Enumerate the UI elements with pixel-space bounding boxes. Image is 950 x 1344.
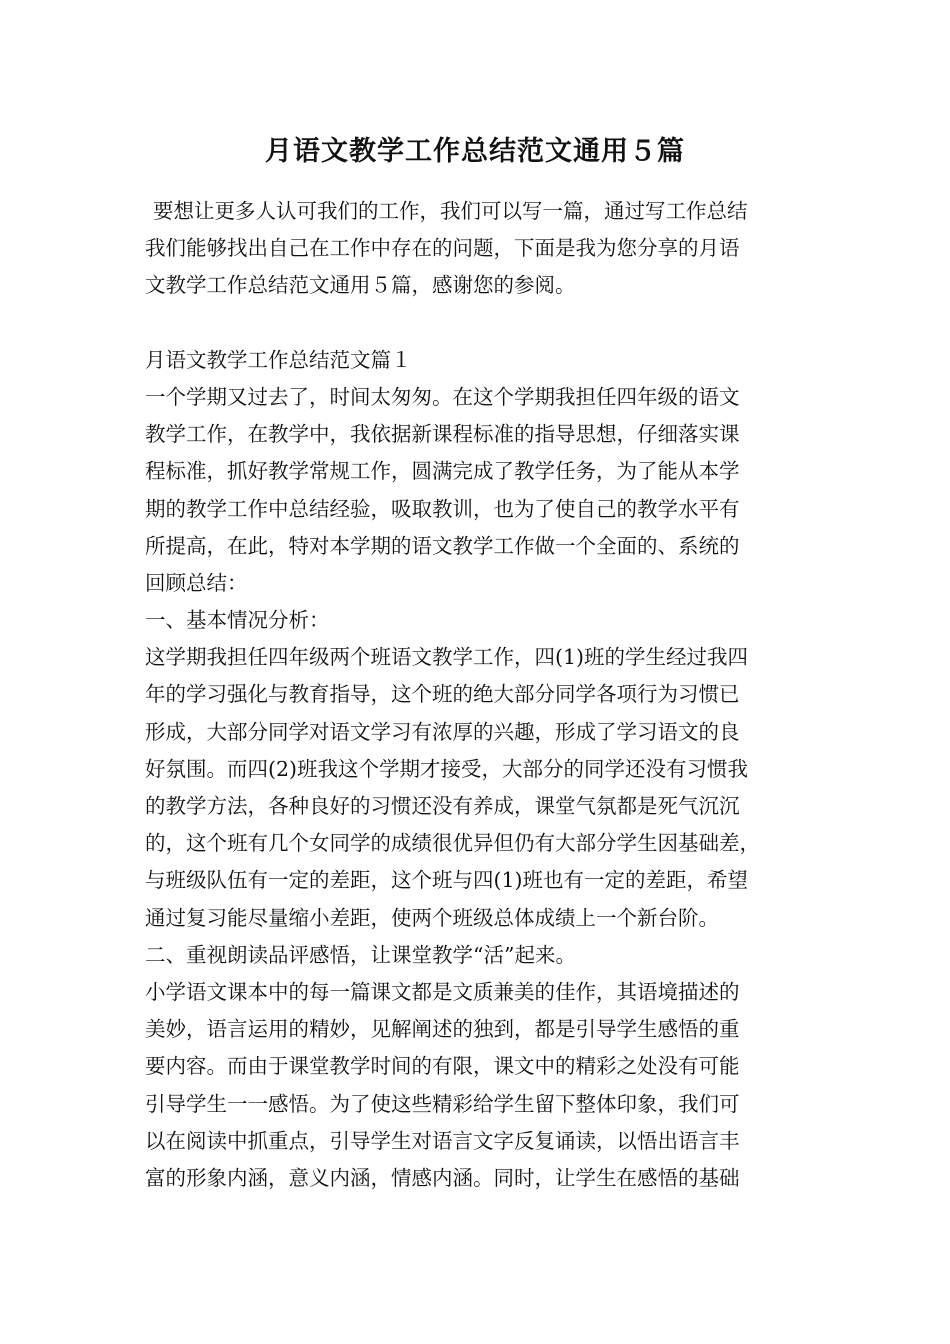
paragraph-line: 形成，大部分同学对语文学习有浓厚的兴趣，形成了学习语文的良 — [145, 719, 740, 744]
paragraph-line: 教学工作，在教学中，我依据新课程标准的指导思想，仔细落实课 — [145, 422, 740, 447]
paragraph-line: 通过复习能尽量缩小差距，使两个班级总体成绩上一个新台阶。 — [145, 905, 719, 930]
paragraph-line: 的教学方法，各种良好的习惯还没有养成，课堂气氛都是死气沉沉 — [145, 794, 740, 818]
intro-line: 文教学工作总结范文通用５篇，感谢您的参阅。 — [145, 273, 576, 298]
paragraph-line: 程标准，抓好教学常规工作，圆满完成了教学任务，为了能从本学 — [145, 459, 740, 484]
paragraph-line: 的，这个班有几个女同学的成绩很优异但仍有大部分学生因基础差， — [145, 831, 760, 856]
paragraph-line: 好氛围。而四(2)班我这个学期才接受，大部分的同学还没有习惯我 — [145, 756, 749, 781]
paragraph-line: 富的形象内涵，意义内涵，情感内涵。同时，让学生在感悟的基础 — [145, 1165, 740, 1190]
paragraph-line: 期的教学工作中总结经验，吸取教训，也为了使自己的教学水平有 — [145, 496, 740, 521]
paragraph-line: 与班级队伍有一定的差距，这个班与四(1)班也有一定的差距，希望 — [145, 868, 749, 893]
paragraph-line: 小学语文课本中的每一篇课文都是文质兼美的佳作，其语境描述的 — [145, 979, 740, 1004]
paragraph-line: 引导学生一一感悟。为了使这些精彩给学生留下整体印象，我们可 — [145, 1091, 740, 1116]
paragraph-line: 一个学期又过去了，时间太匆匆。在这个学期我担任四年级的语文 — [145, 384, 740, 409]
subheading: 一、基本情况分析： — [145, 608, 330, 633]
paragraph-line: 这学期我担任四年级两个班语文教学工作，四(1)班的学生经过我四 — [145, 645, 749, 670]
paragraph-line: 回顾总结： — [145, 570, 248, 595]
intro-line: 要想让更多人认可我们的工作，我们可以写一篇，通过写工作总结 — [153, 199, 748, 223]
subheading: 二、重视朗读品评感悟，让课堂教学“活”起来。 — [145, 942, 576, 967]
section-heading: 月语文教学工作总结范文篇１ — [145, 347, 412, 372]
paragraph-spacer — [145, 305, 815, 342]
paragraph-line: 要内容。而由于课堂教学时间的有限，课文中的精彩之处没有可能 — [145, 1054, 740, 1079]
intro-line: 我们能够找出自己在工作中存在的问题，下面是我为您分享的月语 — [145, 236, 740, 261]
paragraph-line: 以在阅读中抓重点，引导学生对语言文字反复诵读，以悟出语言丰 — [145, 1128, 740, 1153]
paragraph-line: 所提高，在此，特对本学期的语文教学工作做一个全面的、系统的 — [145, 533, 740, 558]
paragraph-line: 美妙，语言运用的精妙，见解阐述的独到，都是引导学生感悟的重 — [145, 1017, 740, 1042]
paragraph-line: 年的学习强化与教育指导，这个班的绝大部分同学各项行为习惯已 — [145, 682, 740, 707]
document-body — [145, 193, 815, 1197]
document-title: 月语文教学工作总结范文通用５篇 — [265, 136, 685, 167]
